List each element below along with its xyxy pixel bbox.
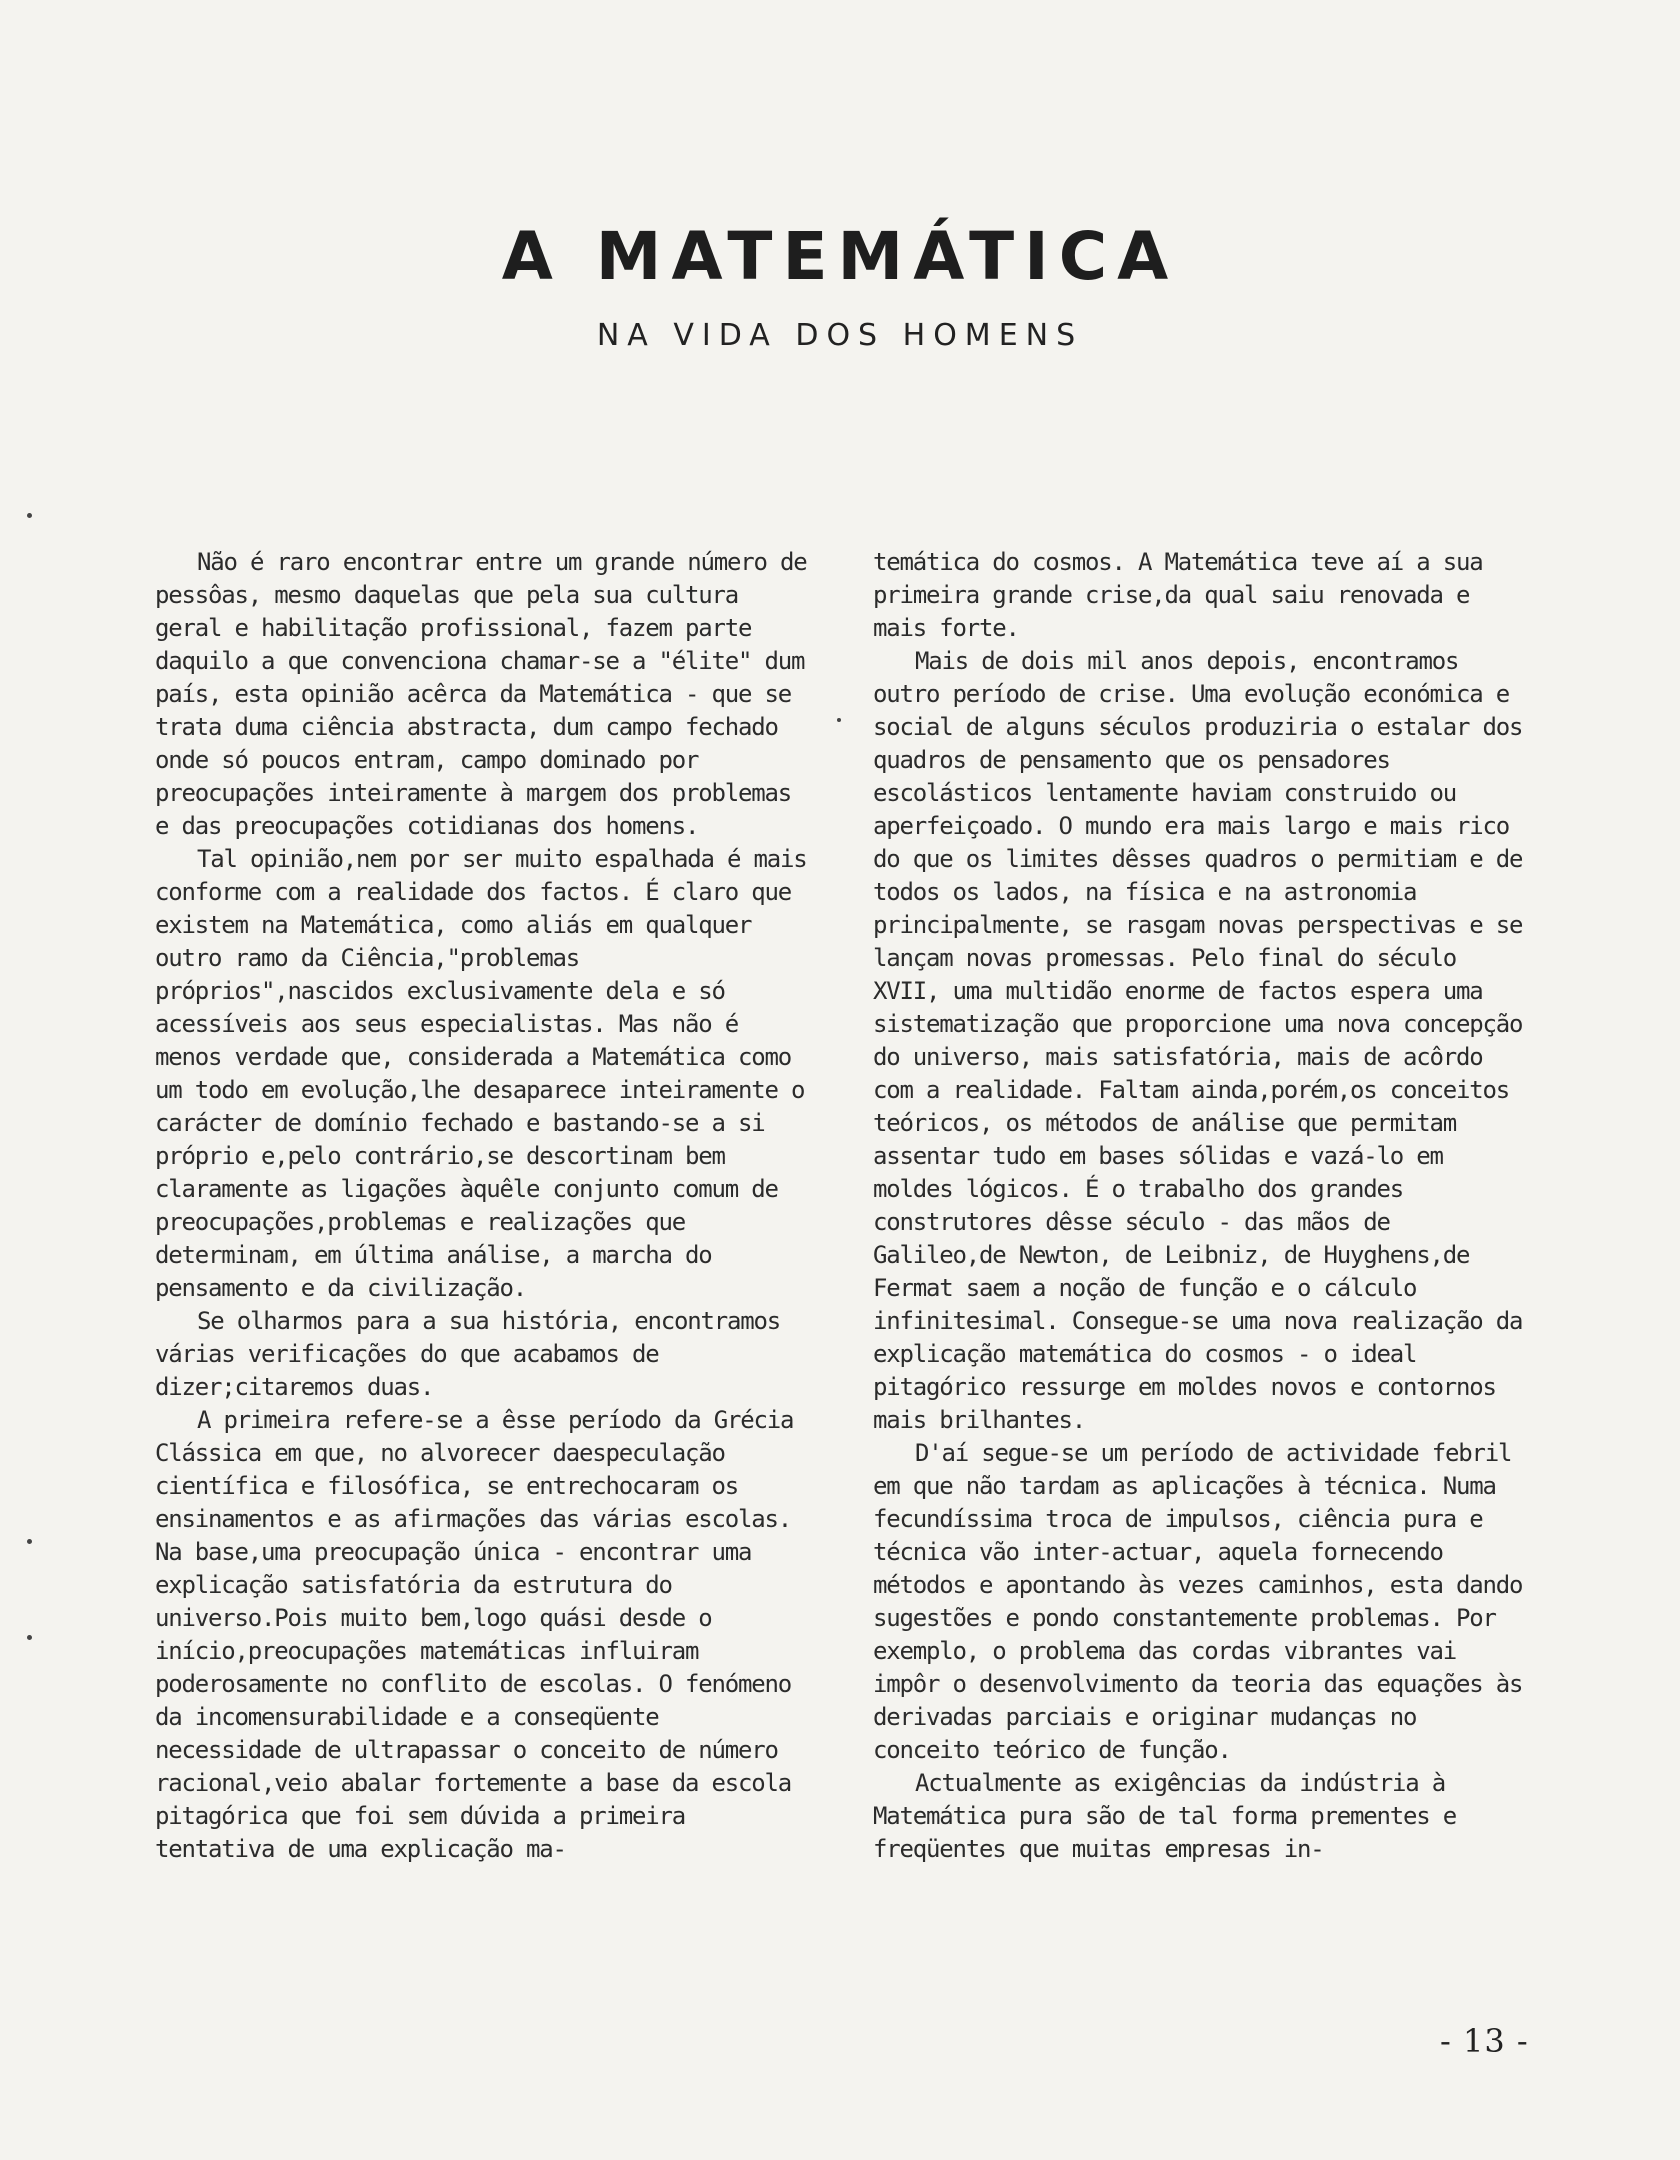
scan-speck <box>27 513 32 518</box>
paragraph: temática do cosmos. A Matemática teve aí a sua primeira grande crise,da qual saiu renovada e mais forte. <box>873 548 1483 642</box>
paragraph: Actualmente as exigências da indústria à Matemática pura são de tal forma prementes e freqüentes que muitas empresas in- <box>873 1769 1456 1863</box>
article-subtitle: NA VIDA DOS HOMENS <box>596 318 1084 353</box>
article-title: A MATEMÁTICA <box>501 218 1179 295</box>
left-column <box>155 546 815 1866</box>
paragraph: Mais de dois mil anos depois, encontramos outro período de crise. Uma evolução económica e social de alguns séculos produziria o estalar dos quadros de pensamento que os pensadores escolásticos lentamente haviam construido ou aperfeiçoado. O mundo era mais largo e mais rico do que os limites dêsses quadros o permitiam e de todos os lados, na física e na astronomia principalmente, se rasgam novas perspectivas e se lançam novas promessas. Pelo final do século XVII, uma multidão enorme de factos espera uma sistematização que proporcione uma nova concepção do universo, mais satisfatória, mais de acôrdo com a realidade. Faltam ainda,porém,os conceitos teóricos, os métodos de análise que permitam assentar tudo em bases sólidas e vazá-lo em moldes lógicos. É o trabalho dos grandes construtores dêsse século - das mãos de Galileo,de Newton, de Leibniz, de Huyghens,de Fermat saem a noção de função e o cálculo infinitesimal. Consegue-se uma nova realização da explicação matemática do cosmos - o ideal pitagórico ressurge em moldes novos e contornos mais brilhantes. <box>873 647 1523 1434</box>
paragraph: Se olharmos para a sua história, encontramos várias verificações do que acabamos de dizer;citaremos duas. <box>155 1307 780 1401</box>
paragraph: Tal opinião,nem por ser muito espalhada é mais conforme com a realidade dos factos. É claro que existem na Matemática, como aliás em qualquer outro ramo da Ciência,"problemas próprios",nascidos exclusivamente dela e só acessíveis aos seus especialistas. Mas não é menos verdade que, considerada a Matemática como um todo em evolução,lhe desaparece inteiramente o carácter de domínio fechado e bastando-se a si próprio e,pelo contrário,se descortinam bem claramente as ligações àquêle conjunto comum de preocupações,problemas e realizações que determinam, em última análise, a marcha do pensamento e da civilização. <box>155 845 807 1302</box>
page-number: - 13 - <box>1440 2022 1529 2060</box>
paragraph: Não é raro encontrar entre um grande número de pessôas, mesmo daquelas que pela sua cultura geral e habilitação profissional, fazem parte daquilo a que convenciona chamar-se a "élite" dum país, esta opinião acêrca da Matemática - que se trata duma ciência abstracta, dum campo fechado onde só poucos entram, campo dominado por preocupações inteiramente à margem dos problemas e das preocupações cotidianas dos homens. <box>155 548 807 840</box>
scan-speck <box>837 718 841 722</box>
right-column <box>873 546 1533 1866</box>
paragraph: D'aí segue-se um período de actividade febril em que não tardam as aplicações à técnica. Numa fecundíssima troca de impulsos, ciência pura e técnica vão inter-actuar, aquela fornecendo métodos e apontando às vezes caminhos, esta dando sugestões e pondo constantemente problemas. Por exemplo, o problema das cordas vibrantes vai impôr o desenvolvimento da teoria das equações às derivadas parciais e originar mudanças no conceito teórico de função. <box>873 1439 1523 1764</box>
scan-speck <box>27 1635 32 1640</box>
scan-speck <box>27 1539 32 1544</box>
paragraph: A primeira refere-se a êsse período da Grécia Clássica em que, no alvorecer daespeculação científica e filosófica, se entrechocaram os ensinamentos e as afirmações das várias escolas. Na base,uma preocupação única - encontrar uma explicação satisfatória da estrutura do universo.Pois muito bem,logo quási desde o início,preocupações matemáticas influiram poderosamente no conflito de escolas. O fenómeno da incomensurabilidade e a conseqüente necessidade de ultrapassar o conceito de número racional,veio abalar fortemente a base da escola pitagórica que foi sem dúvida a primeira tentativa de uma explicação ma- <box>155 1406 794 1863</box>
